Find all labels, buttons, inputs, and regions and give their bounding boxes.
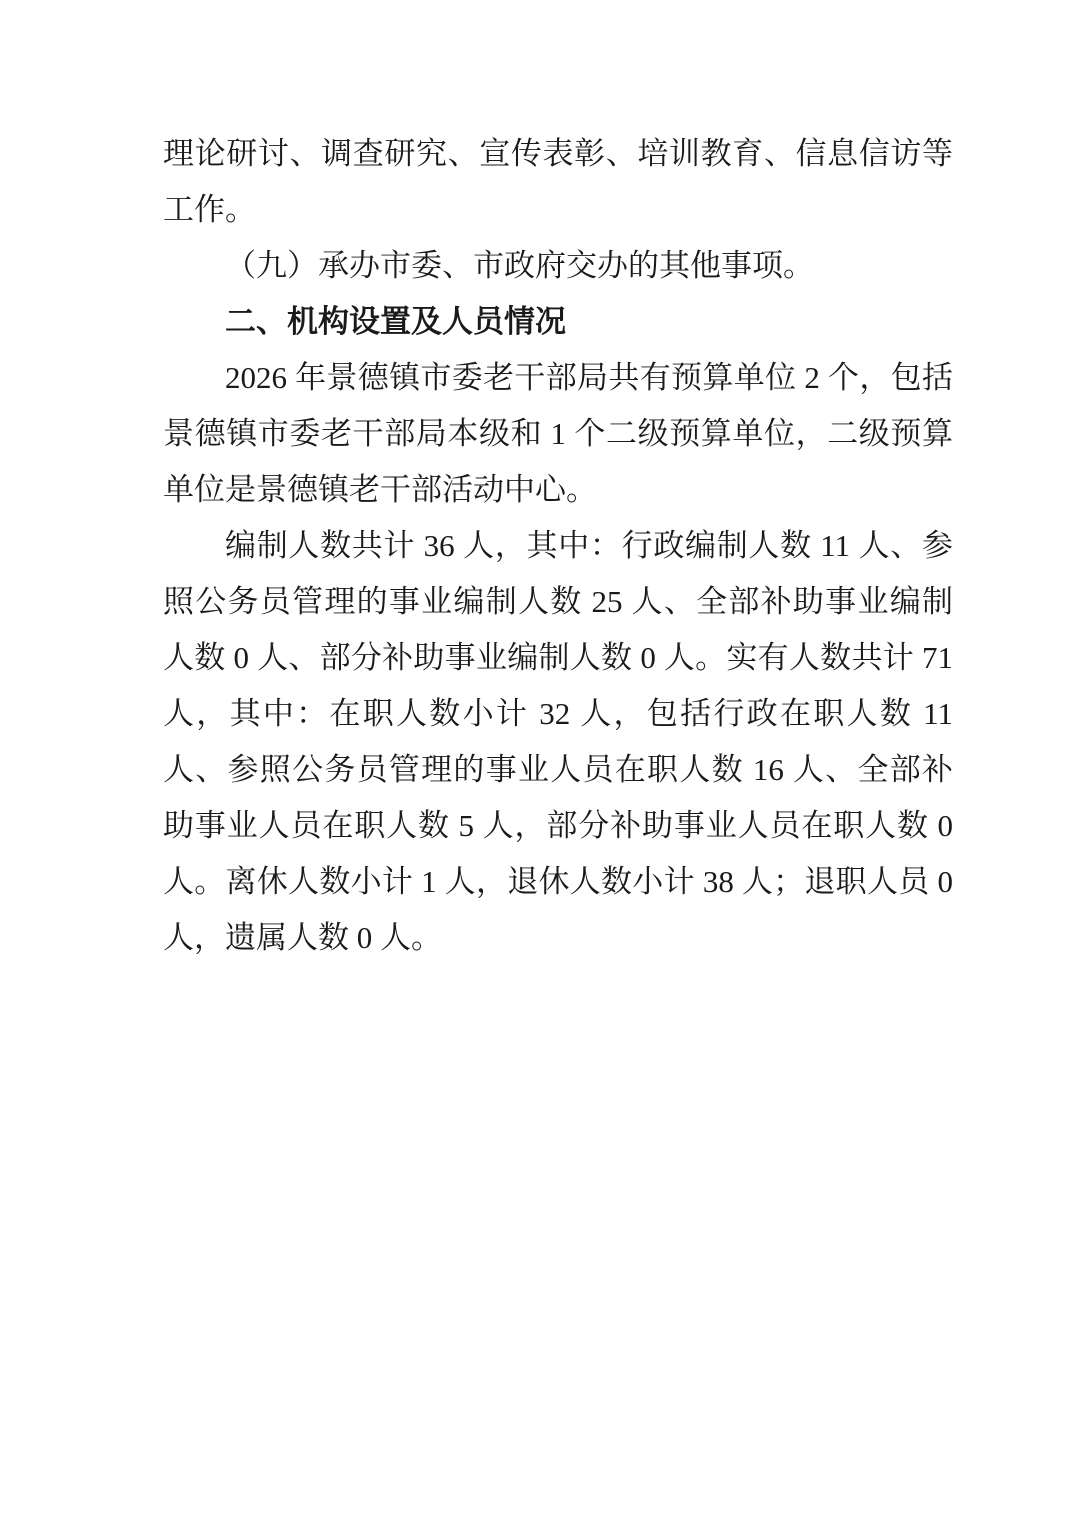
section-heading-organization-staffing: 二、机构设置及人员情况 bbox=[225, 304, 566, 339]
document-text-block bbox=[163, 126, 953, 966]
paragraph-duty-item-nine: （九）承办市委、市政府交办的其他事项。 bbox=[225, 248, 814, 283]
paragraph-budget-units: 2026 年景德镇市委老干部局共有预算单位 2 个，包括景德镇市委老干部局本级和 1 个二级预算单位，二级预算单位是景德镇老干部活动中心。 bbox=[163, 360, 953, 507]
paragraph-staffing-numbers: 编制人数共计 36 人，其中：行政编制人数 11 人、参照公务员管理的事业编制人数 25 人、全部补助事业编制人数 0 人、部分补助事业编制人数 0 人。实有人数共计 71 人，其中：在职人数小计 32 人，包括行政在职人数 11 人、参照公务员管理的事业人员在职人数 16 人、全部补助事业人员在职人数 5 人，部分补助事业人员在职人数 0 人。离休人数小计 1 人，退休人数小计 38 人；退职人员 0 人，遗属人数 0 人。 bbox=[163, 528, 953, 955]
paragraph-duties-continuation: 理论研讨、调查研究、宣传表彰、培训教育、信息信访等工作。 bbox=[163, 136, 953, 227]
